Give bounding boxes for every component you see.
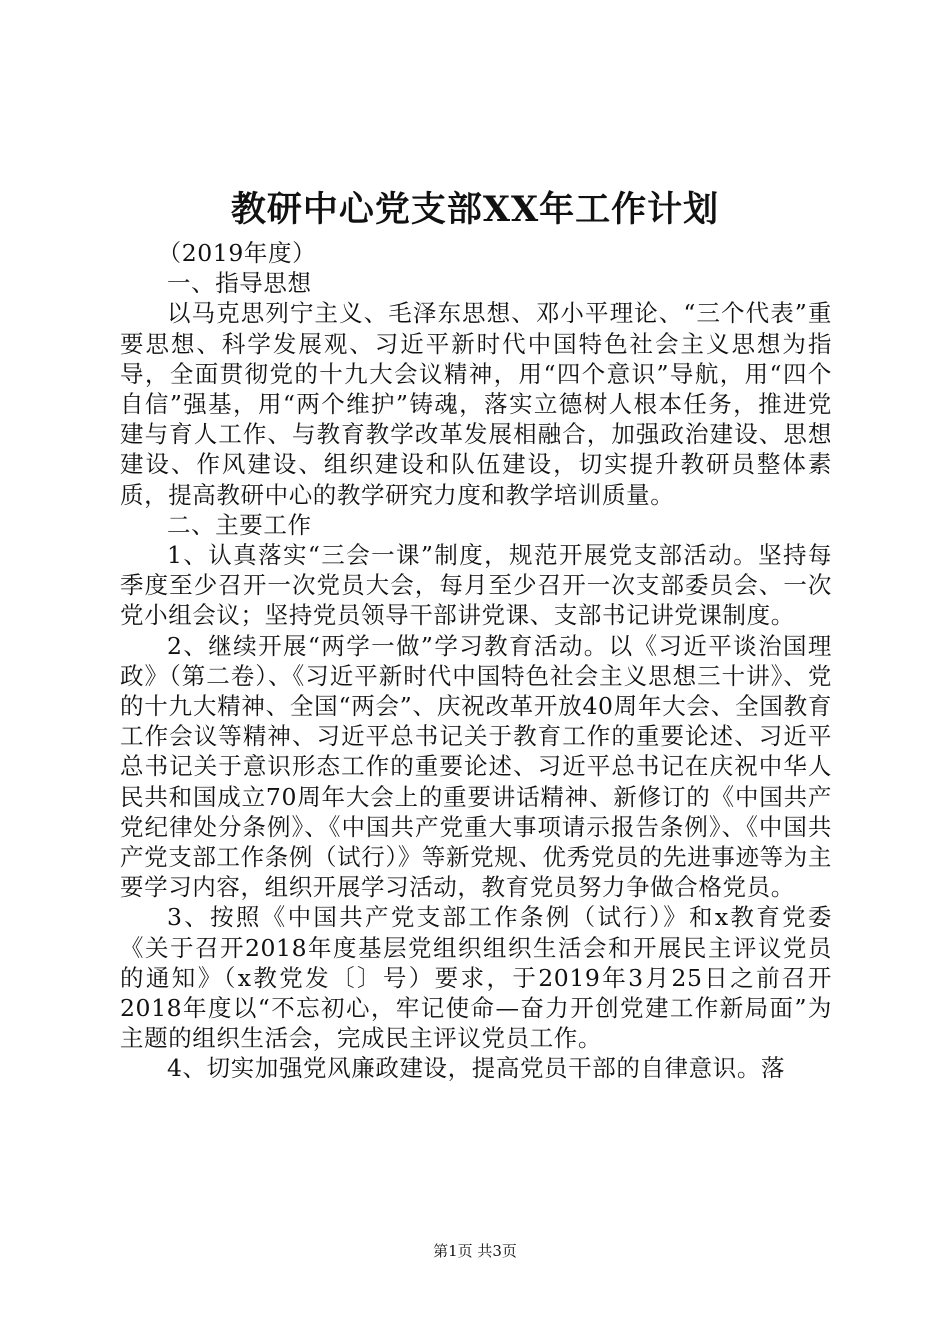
section-2-heading: 二、主要工作 xyxy=(167,510,312,539)
work-item-4: 4、切实加强党风廉政建设，提高党员干部的自律意识。落 xyxy=(167,1054,786,1083)
page-number-footer: 第1页 共3页 xyxy=(433,1242,517,1260)
work-item-1: 1、认真落实“三会一课”制度，规范开展党支部活动。坚持每季度至少召开一次党员大会，每月至少召开一次支部委员会、一次党小组会议；坚持党员领导干部讲党课、支部书记讲党课制度。 xyxy=(120,541,832,630)
section-1-paragraph: 以马克思列宁主义、毛泽东思想、邓小平理论、“三个代表”重要思想、科学发展观、习近平新时代中国特色社会主义思想为指导，全面贯彻党的十九大会议精神，用“四个意识”导航，用“四个自信”强基，用“两个维护”铸魂，落实立德树人根本任务，推进党建与育人工作、与教育教学改革发展相融合，加强政治建设、思想建设、作风建设、组织建设和队伍建设，切实提升教研员整体素质，提高教研中心的教学研究力度和教学培训质量。 xyxy=(120,299,832,509)
section-1-heading: 一、指导思想 xyxy=(167,269,312,298)
document-title: 教研中心党支部XX年工作计划 xyxy=(230,189,720,230)
year-note: （2019年度） xyxy=(157,239,317,267)
document-body xyxy=(120,238,832,1084)
work-item-2: 2、继续开展“两学一做”学习教育活动。以《习近平谈治国理政》（第二卷）、《习近平新时代中国特色社会主义思想三十讲》、党的十九大精神、全国“两会”、庆祝改革开放40周年大会、全国教育工作会议等精神、习近平总书记关于教育工作的重要论述、习近平总书记关于意识形态工作的重要论述、习近平总书记在庆祝中华人民共和国成立70周年大会上的重要讲话精神、新修订的《中国共产党纪律处分条例》、《中国共产党重大事项请示报告条例》、《中国共产党支部工作条例（试行）》等新党规、优秀党员的先进事迹等为主要学习内容，组织开展学习活动，教育党员努力争做合格党员。 xyxy=(120,631,832,902)
work-item-3: 3、按照《中国共产党支部工作条例（试行）》和x教育党委《关于召开2018年度基层党组织组织生活会和开展民主评议党员的通知》（x教党发〔〕号）要求，于2019年3月25日之前召开2018年度以“不忘初心，牢记使命—奋力开创党建工作新局面”为主题的组织生活会，完成民主评议党员工作。 xyxy=(120,903,832,1053)
